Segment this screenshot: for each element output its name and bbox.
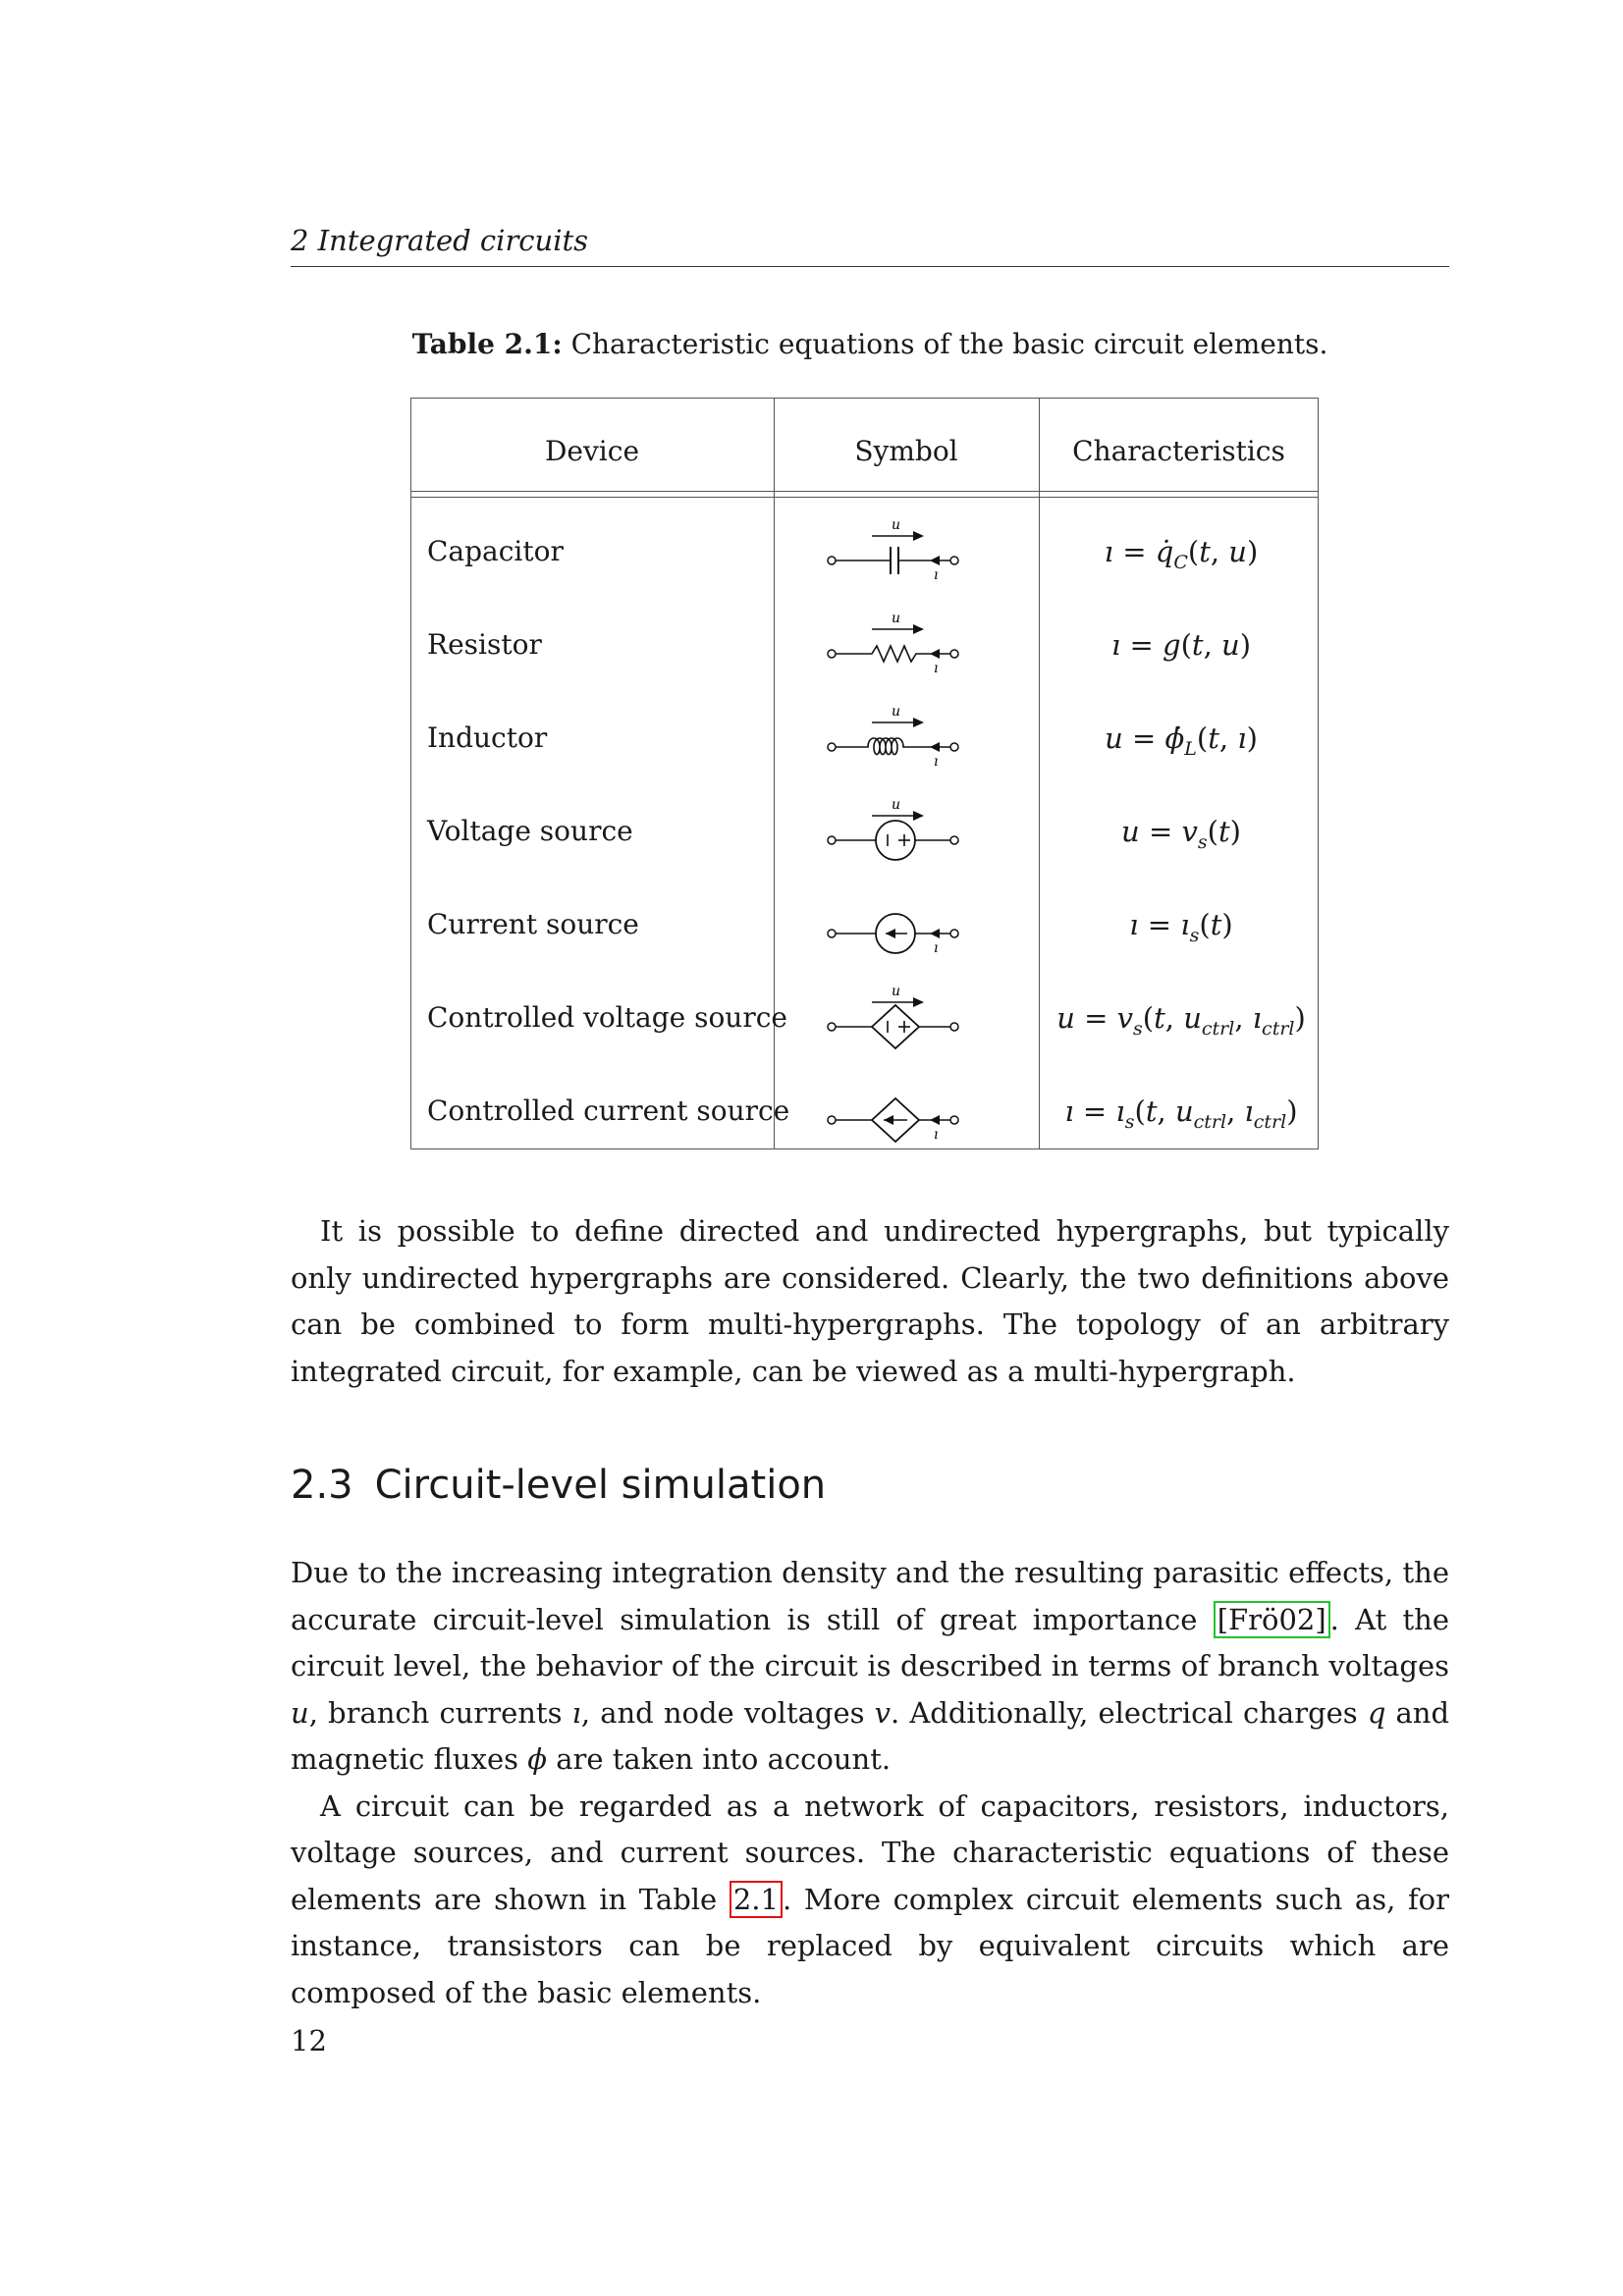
section-heading xyxy=(291,1463,826,1508)
controlled-current-source-symbol xyxy=(823,1075,980,1148)
voltage-label: u xyxy=(892,611,901,626)
current-label: ı xyxy=(934,754,939,770)
current-label: ı xyxy=(934,940,939,956)
paragraph-hypergraphs xyxy=(291,1208,1449,1395)
table-border-right xyxy=(1318,398,1319,1149)
table-border-top xyxy=(410,398,1319,399)
circuit-elements-table xyxy=(410,398,1319,1149)
caption-label: Table 2.1: xyxy=(411,328,563,360)
row-voltage-source-device: Voltage source xyxy=(427,815,633,847)
row-controlled-voltage-source-device: Controlled voltage source xyxy=(427,1001,787,1034)
voltage-label: u xyxy=(892,704,901,720)
current-label: ı xyxy=(934,661,939,676)
row-inductor-equation: $u = \phi̇_L(t$, ı) xyxy=(1105,721,1258,760)
row-capacitor-equation: ı = $q̇_C(t$, u) xyxy=(1104,535,1259,573)
voltage-label: u xyxy=(892,517,901,533)
table-col-divider-1 xyxy=(774,398,775,1149)
section-number: 2.3 xyxy=(291,1463,353,1508)
section-body xyxy=(291,1550,1449,2016)
row-capacitor-device: Capacitor xyxy=(427,535,564,567)
current-label: ı xyxy=(934,567,939,583)
header-symbol: Symbol xyxy=(854,435,958,467)
paragraph-network: A circuit can be regarded as a network of capacitors, resistors, inductors, voltage sources, and current sources. The characteristic equations of these elements are shown in Table 2.1 . More complex circuit elements such as, for instance, transistors can be replaced by equivalent circuits which are composed of the basic elements. xyxy=(291,1789,1450,2009)
table-caption xyxy=(291,328,1449,360)
caption-text: Characteristic equations of the basic circuit elements. xyxy=(570,328,1328,360)
current-source-symbol xyxy=(823,888,980,961)
header-characteristics: Characteristics xyxy=(1072,435,1285,467)
table-border-left xyxy=(410,398,411,1149)
running-head: 2 Integrated circuits xyxy=(291,224,589,257)
paragraph-simulation: Due to the increasing integration density and the resulting parasitic effects, the accurate circuit-level simulation is still of great importance [Frö02] . At the circuit level, the behavior of the circuit is described in terms of branch voltages u, branch currents ı, and node voltages v. Additionally, electrical charges q and magnetic fluxes ϕ are taken into account. xyxy=(291,1556,1450,1776)
citation-link[interactable]: [Frö02] xyxy=(1214,1601,1330,1638)
row-voltage-source-equation: $u = v_s(t)$ xyxy=(1121,815,1241,853)
row-resistor-equation: ı = g(t, u) xyxy=(1110,628,1252,662)
row-current-source-device: Current source xyxy=(427,908,639,940)
table-col-divider-2 xyxy=(1039,398,1040,1149)
row-resistor-device: Resistor xyxy=(427,628,542,661)
controlled-voltage-source-symbol xyxy=(823,982,980,1054)
paragraph-hypergraphs-text: It is possible to define directed and undirected hypergraphs, but typically only undirected hypergraphs are considered. Clearly, the two definitions above can be combined to form multi-hypergraphs. The topology of an arbitrary integrated circuit, for example, can be viewed as a multi-hypergraph. xyxy=(291,1214,1449,1388)
row-controlled-voltage-source-equation: $u = v_s(t$, $u_{ctrl}$, $ı_{ctrl}$) xyxy=(1056,1001,1306,1040)
table-header-rule-1 xyxy=(410,491,1319,492)
page-number: 12 xyxy=(291,2024,327,2057)
voltage-label: u xyxy=(892,797,901,813)
current-label: ı xyxy=(934,1127,939,1143)
voltage-source-symbol xyxy=(823,795,980,868)
resistor-symbol xyxy=(823,609,980,681)
voltage-label: u xyxy=(892,984,901,999)
capacitor-symbol xyxy=(823,515,980,588)
row-controlled-current-source-equation: ı = $ı_s(t$, $u_{ctrl}$, $ı_{ctrl}$) xyxy=(1064,1095,1298,1133)
table-reference-link[interactable]: 2.1 xyxy=(730,1881,783,1918)
table-border-bottom xyxy=(410,1148,1319,1149)
row-inductor-device: Inductor xyxy=(427,721,548,754)
row-controlled-current-source-device: Controlled current source xyxy=(427,1095,790,1127)
section-title: Circuit-level simulation xyxy=(374,1463,827,1508)
table-header-rule-2 xyxy=(410,497,1319,498)
inductor-symbol xyxy=(823,702,980,774)
row-current-source-equation: ı = $ı_s(t)$ xyxy=(1129,908,1233,946)
header-rule xyxy=(291,266,1449,267)
header-device: Device xyxy=(544,435,640,467)
